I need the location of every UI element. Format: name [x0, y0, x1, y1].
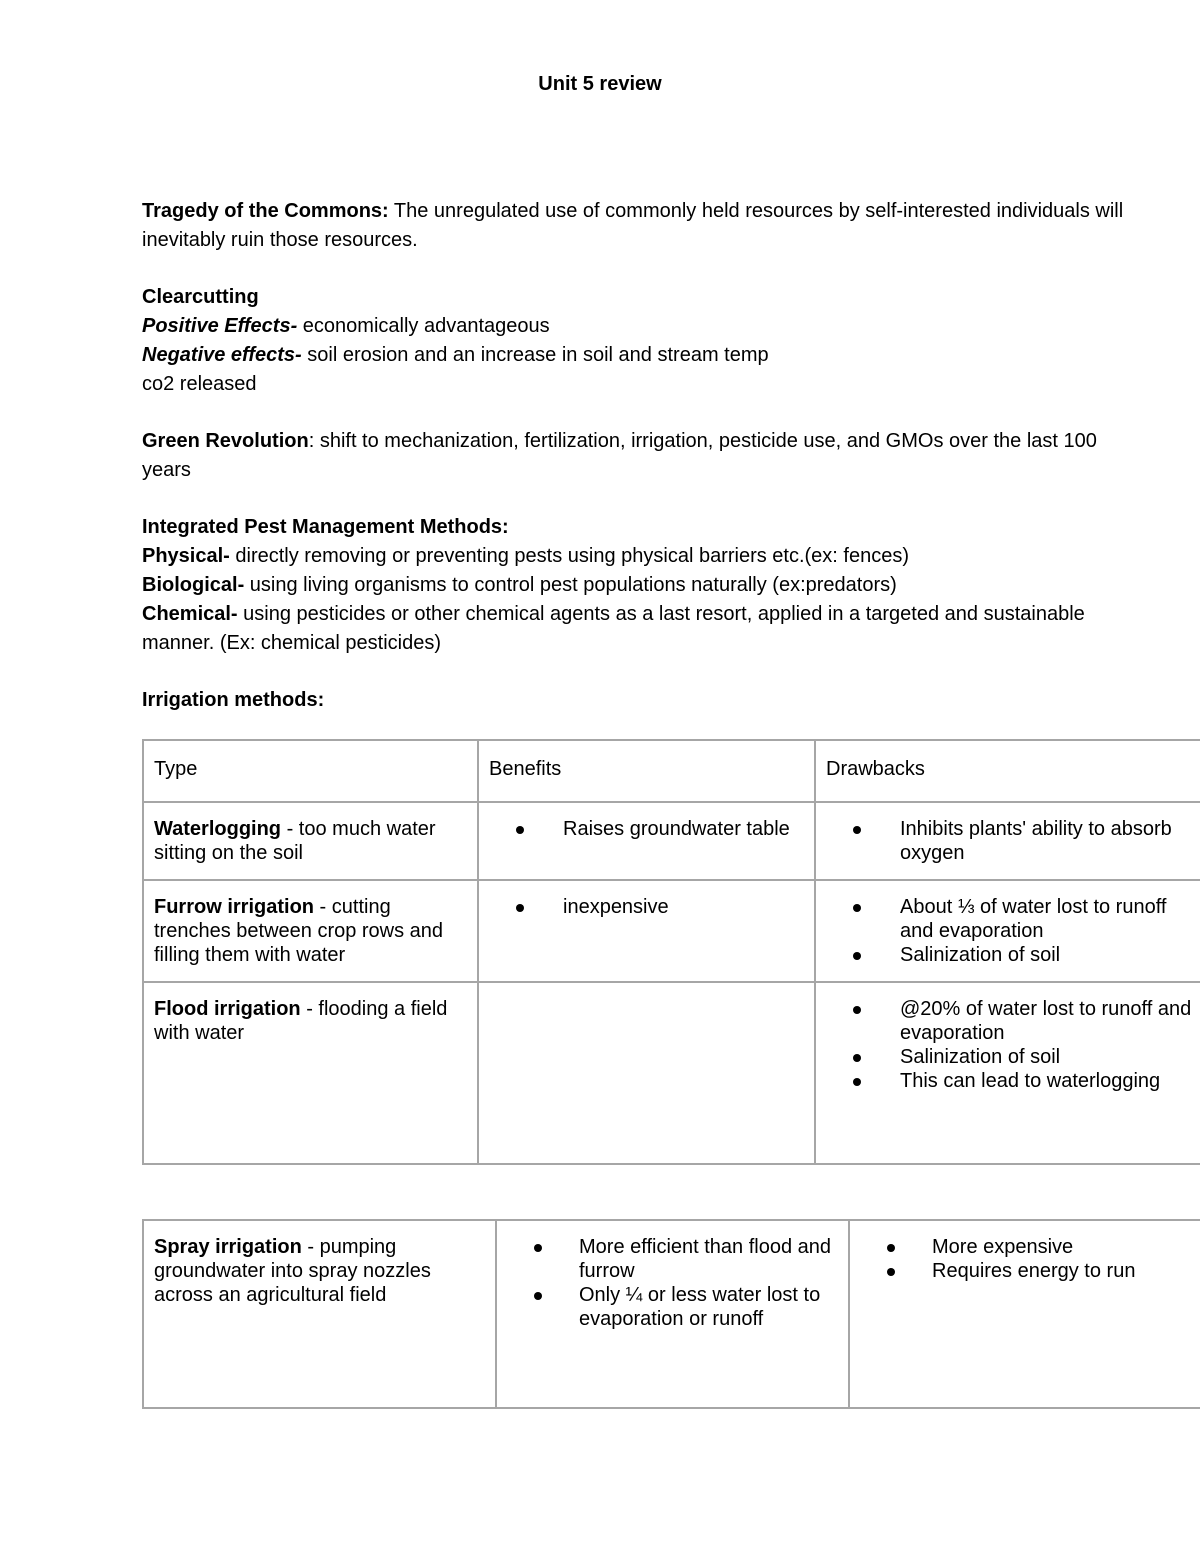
- type-cell: [143, 880, 478, 982]
- drawbacks-cell: [815, 982, 1200, 1164]
- benefits-list: [489, 817, 804, 841]
- biological-label: Biological-: [142, 574, 245, 596]
- header-drawbacks: Drawbacks: [815, 740, 1200, 802]
- table-row: [143, 880, 1200, 982]
- type-desc: - cutting trenches between crop rows and filling them with water: [154, 896, 444, 966]
- drawbacks-cell: [815, 880, 1200, 982]
- type-desc: - flooding a field with water: [154, 998, 448, 1044]
- list-item: Raises groundwater table: [489, 817, 804, 841]
- list-item: Requires energy to run: [860, 1259, 1192, 1283]
- ipm-chemical: [142, 600, 1142, 658]
- positive-label: Positive Effects-: [142, 315, 298, 337]
- drawbacks-list: [826, 997, 1192, 1093]
- type-name: Furrow irrigation: [154, 896, 314, 918]
- physical-label: Physical-: [142, 545, 230, 567]
- clearcutting-extra: co2 released: [142, 373, 257, 395]
- negative-label: Negative effects-: [142, 344, 302, 366]
- list-item: This can lead to waterlogging: [826, 1069, 1192, 1093]
- ipm-biological: [142, 571, 1142, 600]
- benefits-list: [489, 895, 804, 919]
- table-row: [143, 802, 1200, 880]
- positive-text: economically advantageous: [297, 315, 550, 337]
- list-item: Only ¼ or less water lost to evaporation or runoff: [507, 1283, 838, 1331]
- drawbacks-list: [826, 895, 1192, 967]
- list-item: About ⅓ of water lost to runoff and evaporation: [826, 895, 1192, 943]
- benefits-cell: [478, 880, 815, 982]
- clearcutting-heading: Clearcutting: [142, 286, 259, 308]
- irrigation-table-continued: [142, 1219, 1200, 1409]
- benefits-cell: [496, 1220, 849, 1408]
- tragedy-paragraph: [142, 197, 1142, 255]
- chemical-text: using pesticides or other chemical agents as a last resort, applied in a targeted and sustainable manner. (Ex: chemical pesticides): [142, 603, 1085, 654]
- type-cell: [143, 1220, 496, 1408]
- list-item: inexpensive: [489, 895, 804, 919]
- list-item: More expensive: [860, 1235, 1192, 1259]
- negative-text: soil erosion and an increase in soil and stream temp: [301, 344, 769, 366]
- irrigation-heading: Irrigation methods:: [142, 689, 325, 711]
- header-benefits: Benefits: [478, 740, 815, 802]
- type-name: Spray irrigation: [154, 1236, 302, 1258]
- clearcutting-negative: [142, 341, 1142, 370]
- green-revolution-paragraph: [142, 427, 1142, 485]
- type-name: Flood irrigation: [154, 998, 301, 1020]
- clearcutting-positive: [142, 312, 1142, 341]
- table-row: [143, 1220, 1200, 1408]
- type-desc: - pumping groundwater into spray nozzles across an agricultural field: [154, 1236, 431, 1306]
- green-revolution-term: Green Revolution: [142, 430, 309, 452]
- clearcutting-section: [142, 283, 1142, 399]
- tragedy-definition: The unregulated use of commonly held resources by self-interested individuals will inevitably ruin those resources.: [142, 200, 1124, 251]
- green-revolution-definition: : shift to mechanization, fertilization, irrigation, pesticide use, and GMOs over the last 100 years: [142, 430, 1097, 481]
- drawbacks-list: [826, 817, 1192, 865]
- drawbacks-cell: [849, 1220, 1200, 1408]
- type-cell: [143, 802, 478, 880]
- type-cell: [143, 982, 478, 1164]
- page-title: Unit 5 review: [538, 73, 662, 95]
- list-item: More efficient than flood and furrow: [507, 1235, 838, 1283]
- list-item: Salinization of soil: [826, 1045, 1192, 1069]
- ipm-physical: [142, 542, 1142, 571]
- type-name: Waterlogging: [154, 818, 282, 840]
- irrigation-table: [142, 739, 1200, 1165]
- physical-text: directly removing or preventing pests using physical barriers etc.(ex: fences): [229, 545, 910, 567]
- type-desc: - too much water sitting on the soil: [154, 818, 436, 864]
- ipm-section: [142, 513, 1142, 658]
- tragedy-term: Tragedy of the Commons:: [142, 200, 389, 222]
- list-item: Inhibits plants' ability to absorb oxygen: [826, 817, 1192, 865]
- list-item: Salinization of soil: [826, 943, 1192, 967]
- ipm-heading: Integrated Pest Management Methods:: [142, 516, 509, 538]
- drawbacks-cell: [815, 802, 1200, 880]
- table-header-row: [143, 740, 1200, 802]
- chemical-label: Chemical-: [142, 603, 238, 625]
- list-item: @20% of water lost to runoff and evaporation: [826, 997, 1192, 1045]
- drawbacks-list: [860, 1235, 1192, 1283]
- table-row: [143, 982, 1200, 1164]
- document-body: [142, 197, 1142, 743]
- biological-text: using living organisms to control pest populations naturally (ex:predators): [244, 574, 897, 596]
- header-type: Type: [143, 740, 478, 802]
- benefits-list: [507, 1235, 838, 1331]
- irrigation-heading-paragraph: [142, 686, 1142, 715]
- benefits-cell: [478, 802, 815, 880]
- benefits-cell: [478, 982, 815, 1164]
